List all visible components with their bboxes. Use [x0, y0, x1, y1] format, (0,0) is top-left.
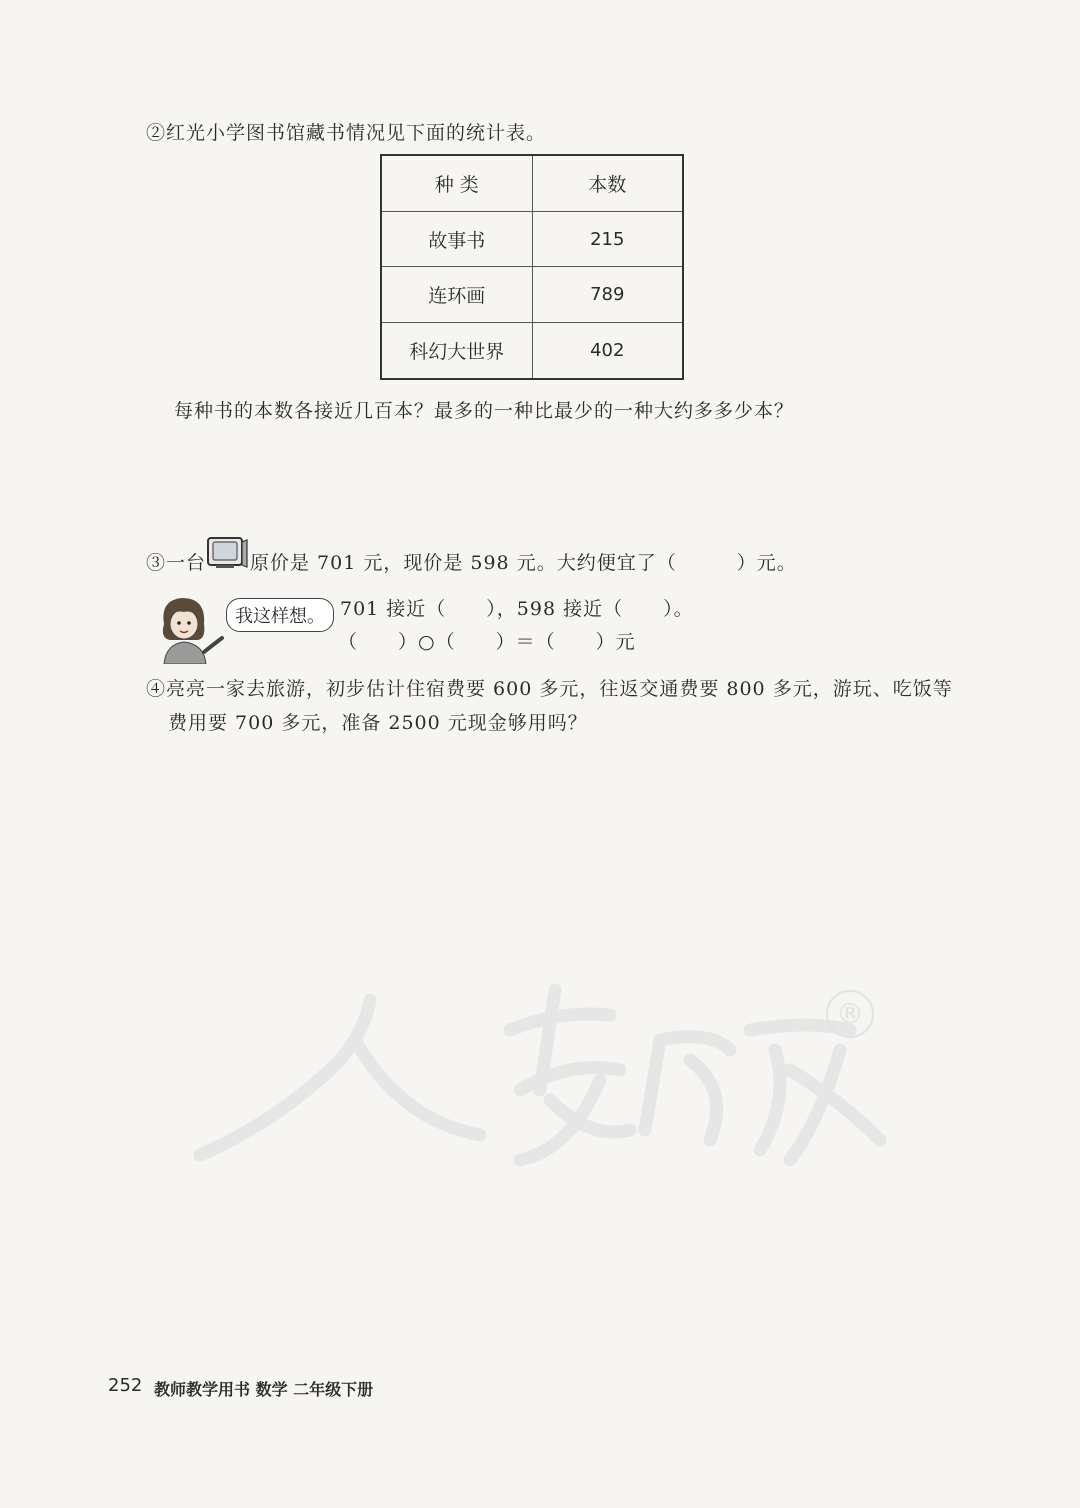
- tv-icon: [206, 536, 248, 570]
- row-count: 402: [532, 322, 683, 379]
- table-row: [381, 322, 683, 379]
- table-row: [381, 211, 683, 267]
- q2-question: 每种书的本数各接近几百本？最多的一种比最少的一种大约多多少本？: [174, 400, 795, 422]
- table-row: [381, 267, 683, 323]
- header-count: 本数: [532, 155, 683, 211]
- row-kind: 科幻大世界: [381, 322, 532, 379]
- publisher-watermark-logo: [190, 970, 890, 1170]
- page-number: 252: [108, 1375, 143, 1396]
- q3-text: 原价是 701 元，现价是 598 元。大约便宜了（ ）元。: [250, 552, 797, 574]
- q4-line1: ④亮亮一家去旅游，初步估计住宿费要 600 多元，往返交通费要 800 多元，游玩、吃饭等: [146, 678, 953, 700]
- thought-bubble: 我这样想。: [226, 598, 334, 632]
- row-kind: 故事书: [381, 211, 532, 267]
- book-title: 教师教学用书 数学 二年级下册: [154, 1380, 374, 1399]
- q4-line2: 费用要 700 多元，准备 2500 元现金够用吗？: [168, 712, 588, 734]
- header-kind: 种 类: [381, 155, 532, 211]
- q2-intro: ②红光小学图书馆藏书情况见下面的统计表。: [146, 122, 547, 144]
- q3-prefix: ③一台: [146, 552, 207, 574]
- book-stats-table: [380, 154, 684, 380]
- row-count: 789: [532, 267, 683, 323]
- registered-mark: ®: [826, 990, 874, 1038]
- row-kind: 连环画: [381, 267, 532, 323]
- girl-thinking-icon: [150, 594, 228, 664]
- q3-hint-line1: 701 接近（ ），598 接近（ ）。: [340, 598, 694, 620]
- q3-hint-line2: （ ）○（ ）＝（ ）元: [338, 631, 636, 653]
- row-count: 215: [532, 211, 683, 267]
- table-header-row: [381, 155, 683, 211]
